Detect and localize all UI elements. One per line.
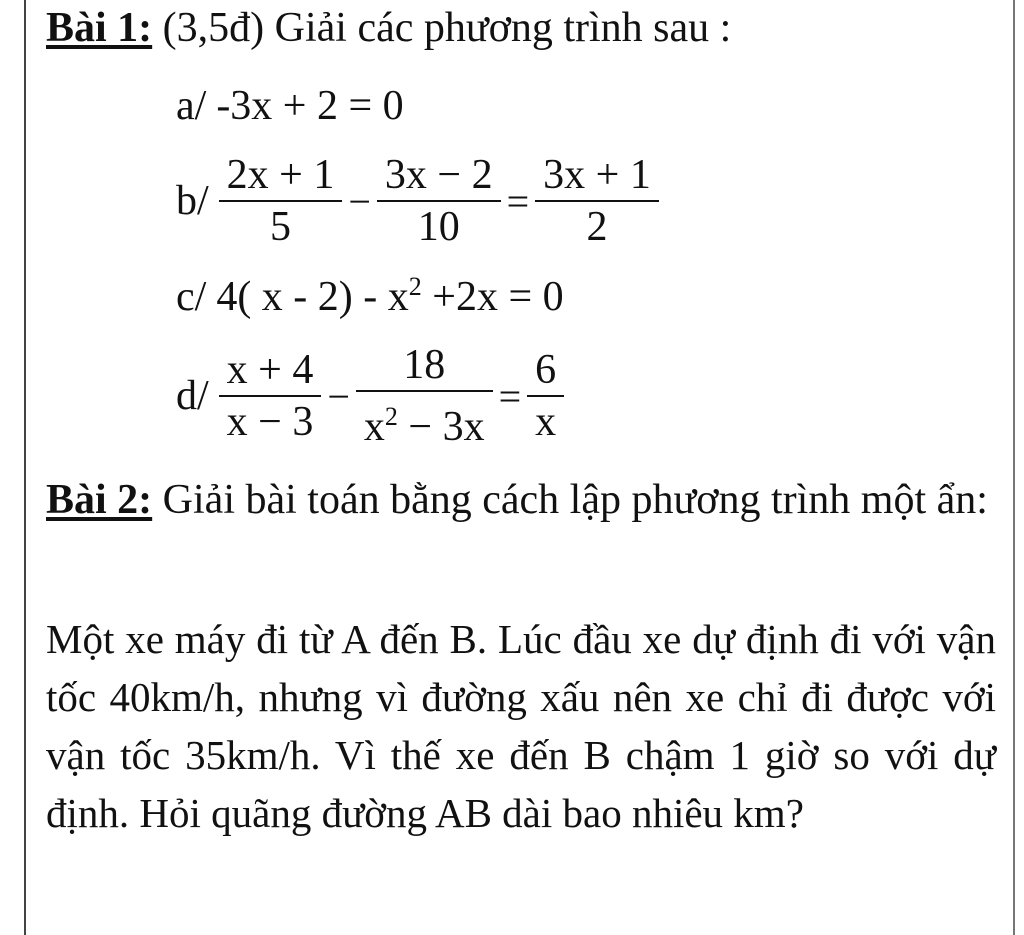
equation-d: [176, 340, 564, 452]
fraction-numerator: 18: [403, 342, 446, 388]
equation-b-fraction-3: [535, 150, 659, 252]
equation-d-fraction-2: [356, 340, 493, 452]
bai2-text: Giải bài toán bằng cách lập phương trình một ẩn:: [152, 477, 988, 523]
fraction-numerator: x + 4: [226, 347, 314, 393]
fraction-denominator: [356, 392, 493, 452]
operator-minus: −: [348, 178, 371, 224]
fraction-denominator: x: [535, 399, 557, 445]
fraction-denominator: 10: [417, 204, 460, 250]
bai2-heading: [46, 472, 996, 528]
bai1-text: (3,5đ) Giải các phương trình sau :: [152, 5, 732, 51]
equation-d-fraction-1: [219, 345, 322, 447]
fraction-denominator: x − 3: [226, 399, 314, 445]
equation-a-text: -3x + 2 = 0: [216, 83, 404, 129]
denominator-exponent: 2: [384, 402, 398, 431]
denominator-base: x: [363, 404, 385, 450]
equation-b-fraction-2: [377, 150, 501, 252]
equation-b: [176, 150, 659, 252]
equation-a-prefix: a/: [176, 83, 207, 129]
right-border-line: [1013, 0, 1015, 935]
bai2-problem-text: Một xe máy đi từ A đến B. Lúc đầu xe dự định đi với vận tốc 40km/h, nhưng vì đường xấu nên xe chỉ đi được với vận tốc 35km/h. Vì thế xe đến B chậm 1 giờ so với dự định. Hỏi quãng đường AB dài bao nhiêu km?: [46, 616, 996, 836]
equation-b-fraction-1: [219, 150, 343, 252]
bai1-heading: [46, 4, 731, 52]
equation-c-prefix: c/: [176, 273, 207, 320]
fraction-numerator: 2x + 1: [226, 152, 335, 198]
equation-c: [176, 272, 564, 321]
equation-d-fraction-3: [527, 345, 564, 447]
equation-b-prefix: b/: [176, 178, 209, 224]
operator-equals: =: [506, 178, 530, 224]
equation-c-text: [216, 272, 563, 321]
denominator-rest: − 3x: [397, 404, 485, 450]
fraction-denominator: 2: [586, 204, 608, 250]
operator-equals: =: [498, 373, 522, 419]
equation-a: [176, 82, 404, 130]
operator-minus: −: [327, 373, 350, 419]
equation-c-part2: +2x = 0: [421, 274, 564, 320]
fraction-numerator: 6: [535, 347, 557, 393]
equation-c-exponent: 2: [408, 272, 422, 301]
left-border-line: [24, 0, 26, 935]
fraction-numerator: 3x − 2: [384, 152, 493, 198]
bai2-label: Bài 2:: [46, 477, 153, 523]
fraction-numerator: 3x + 1: [543, 152, 651, 198]
bai1-label: Bài 1:: [46, 5, 153, 51]
equation-c-part1: 4( x - 2) - x: [216, 274, 409, 320]
equation-d-prefix: d/: [176, 373, 209, 419]
fraction-denominator: 5: [270, 204, 292, 250]
